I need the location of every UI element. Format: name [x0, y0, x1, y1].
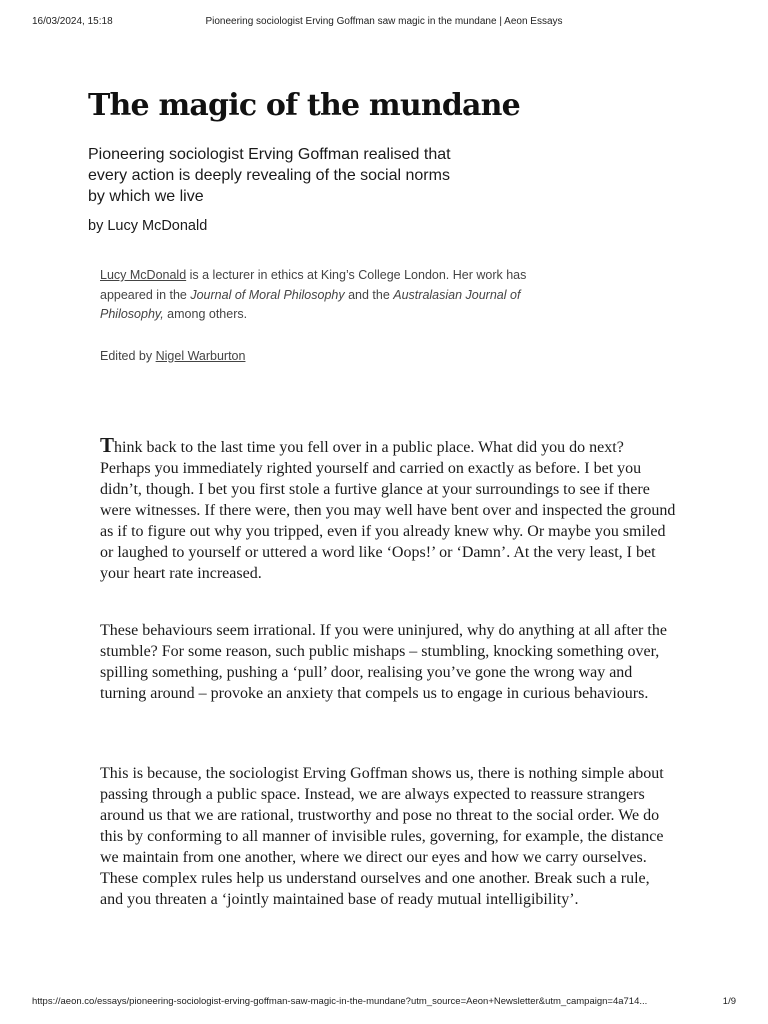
- author-bio-text: and the: [344, 287, 394, 302]
- drop-cap: T: [100, 433, 115, 457]
- body-paragraph: [100, 435, 676, 584]
- editor-label: Edited by: [100, 349, 153, 363]
- print-url: https://aeon.co/essays/pioneering-sociologist-erving-goffman-saw-magic-in-the-mundane?utm_source=Aeon+Newsletter&utm_campaign=4a714...: [32, 996, 648, 1007]
- editor-credit: [100, 349, 245, 363]
- author-bio-text: among others.: [163, 307, 248, 321]
- page-indicator: 1/9: [722, 996, 736, 1007]
- body-paragraph: These behaviours seem irrational. If you were uninjured, why do anything at all after the stumble? For some reason, such public mishaps – stumbling, knocking something over, spilling something, pushing a ‘pull’ door, realising you’ve gone the wrong way and turning around – provoke an anxiety that compels us to engage in curious behaviours.: [100, 622, 667, 702]
- article-title: The magic of the mundane: [88, 88, 520, 123]
- journal-title: Australasian Journal of Philosophy,: [100, 287, 521, 321]
- author-bio-text: is a lecturer in ethics at King’s College London. Her work has appeared in the: [100, 268, 527, 302]
- print-datetime: 16/03/2024, 15:18: [32, 16, 113, 27]
- print-footer: [32, 996, 736, 1010]
- article-standfirst: Pioneering sociologist Erving Goffman realised that every action is deeply revealing of the social norms by which we live: [88, 146, 451, 205]
- editor-link[interactable]: Nigel Warburton: [155, 349, 246, 363]
- print-header: [32, 16, 736, 30]
- article-byline: by Lucy McDonald: [88, 218, 208, 234]
- author-link[interactable]: Lucy McDonald: [100, 268, 187, 282]
- paragraph-text: hink back to the last time you fell over in a public place. What did you do next? Perhaps you immediately righted yourself and carried on exactly as before. I bet you didn’t, though. I bet you first stole a furtive glance at your surroundings to see if there were witnesses. If there were, then you may well have bent over and inspected the ground as if to figure out why you tripped, even if you already knew why. Or maybe you smiled or laughed to yourself or uttered a word like ‘Oops!’ or ‘Damn’. At the very least, I bet your heart rate increased.: [100, 439, 676, 582]
- journal-title: Journal of Moral Philosophy: [190, 287, 345, 302]
- author-bio: [100, 266, 580, 325]
- print-document-title: Pioneering sociologist Erving Goffman saw magic in the mundane | Aeon Essays: [205, 16, 563, 27]
- body-paragraph: This is because, the sociologist Erving Goffman shows us, there is nothing simple about passing through a public space. Instead, we are always expected to reassure strangers around us that we are rational, trustworthy and pose no threat to the social order. We do this by conforming to all manner of invisible rules, governing, for example, the distance we maintain from one another, where we direct our eyes and how we carry ourselves. These complex rules help us understand ourselves and one another. Break such a rule, and you threaten a ‘jointly maintained base of ready mutual intelligibility’.: [100, 765, 664, 908]
